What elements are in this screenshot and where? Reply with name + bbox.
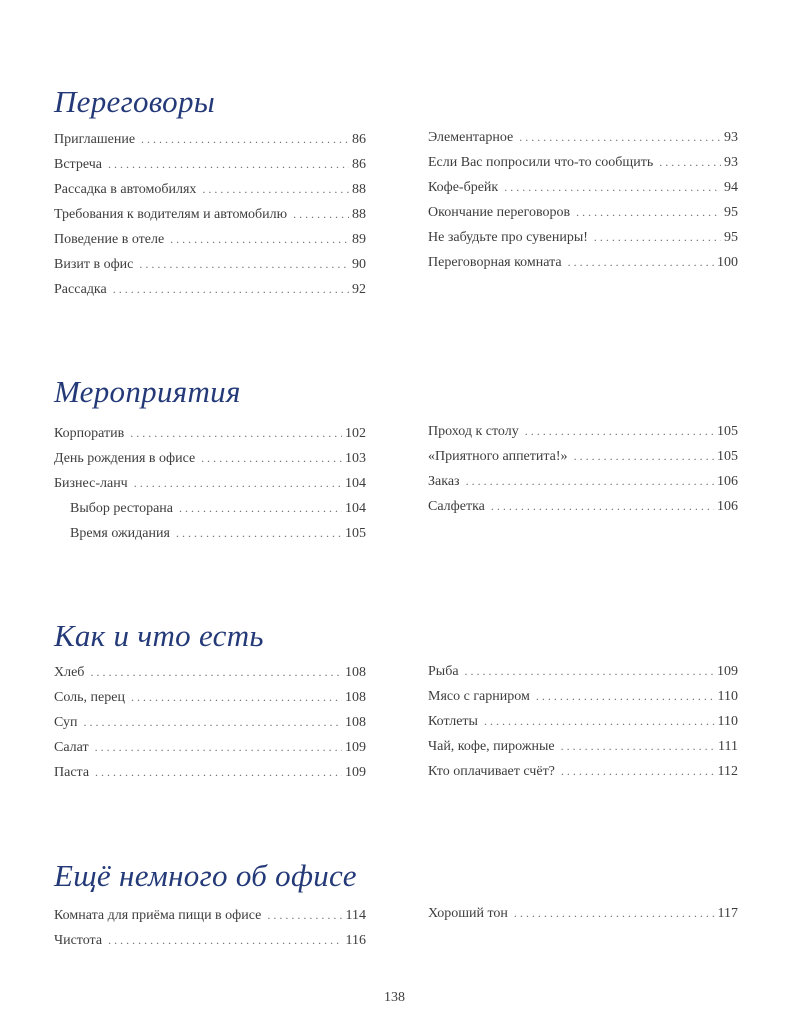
dot-leader xyxy=(504,178,721,196)
toc-entry[interactable] xyxy=(54,155,366,180)
entry-page: 114 xyxy=(345,908,366,923)
entry-page: 104 xyxy=(345,501,366,516)
dot-leader xyxy=(131,688,342,706)
entry-page: 86 xyxy=(352,157,366,172)
entry-title: Салат xyxy=(54,740,89,755)
toc-entry[interactable] xyxy=(428,687,738,712)
toc-subentry[interactable] xyxy=(54,524,366,549)
entry-page: 93 xyxy=(724,130,738,145)
toc-entry[interactable] xyxy=(428,662,738,687)
entry-page: 110 xyxy=(717,714,738,729)
toc-entry[interactable] xyxy=(54,449,366,474)
toc-column-left xyxy=(54,130,366,305)
entry-title: Мясо с гарниром xyxy=(428,689,530,704)
entry-page: 106 xyxy=(717,474,738,489)
entry-title: Паста xyxy=(54,765,90,780)
dot-leader xyxy=(176,524,342,542)
entry-title: Поведение в отеле xyxy=(54,232,165,247)
entry-page: 102 xyxy=(345,426,366,441)
entry-title: Элементарное xyxy=(428,130,514,145)
entry-title: «Приятного аппетита!» xyxy=(428,449,568,464)
entry-title: Переговорная комната xyxy=(428,255,562,270)
entry-page: 109 xyxy=(345,740,366,755)
dot-leader xyxy=(519,128,721,146)
dot-leader xyxy=(170,230,349,248)
entry-page: 108 xyxy=(345,715,366,730)
toc-entry[interactable] xyxy=(54,205,366,230)
entry-title: Корпоратив xyxy=(54,426,125,441)
toc-entry[interactable] xyxy=(54,255,366,280)
toc-entry[interactable] xyxy=(428,762,738,787)
entry-title: Время ожидания xyxy=(70,526,170,541)
entry-title: Хлеб xyxy=(54,665,85,680)
entry-page: 112 xyxy=(717,764,738,779)
entry-title: Чай, кофе, пирожные xyxy=(428,739,555,754)
toc-entry[interactable] xyxy=(428,497,738,522)
toc-entry[interactable] xyxy=(54,280,366,305)
entry-page: 90 xyxy=(352,257,366,272)
dot-leader xyxy=(139,255,349,273)
dot-leader xyxy=(95,738,342,756)
toc-column-right xyxy=(428,128,738,278)
entry-title: Рассадка в автомобилях xyxy=(54,182,197,197)
toc-column-left xyxy=(54,663,366,788)
dot-leader xyxy=(267,906,342,924)
toc-entry[interactable] xyxy=(428,712,738,737)
entry-title: Соль, перец xyxy=(54,690,125,705)
entry-page: 100 xyxy=(717,255,738,270)
dot-leader xyxy=(491,497,714,515)
entry-title: Если Вас попросили что-то сообщить xyxy=(428,155,654,170)
entry-page: 92 xyxy=(352,282,366,297)
toc-entry[interactable] xyxy=(428,737,738,762)
entry-title: Визит в офис xyxy=(54,257,134,272)
dot-leader xyxy=(466,472,714,490)
dot-leader xyxy=(113,280,349,298)
dot-leader xyxy=(83,713,342,731)
dot-leader xyxy=(568,253,714,271)
entry-page: 117 xyxy=(717,906,738,921)
dot-leader xyxy=(293,205,349,223)
section-title: Переговоры xyxy=(54,84,216,119)
toc-column-left xyxy=(54,424,366,549)
entry-title: Приглашение xyxy=(54,132,136,147)
dot-leader xyxy=(574,447,714,465)
toc-subentry[interactable] xyxy=(54,499,366,524)
dot-leader xyxy=(134,474,342,492)
entry-page: 103 xyxy=(345,451,366,466)
dot-leader xyxy=(561,737,715,755)
dot-leader xyxy=(201,449,342,467)
dot-leader xyxy=(179,499,342,517)
toc-column-right xyxy=(428,422,738,522)
toc-entry[interactable] xyxy=(54,713,366,738)
entry-title: День рождения в офисе xyxy=(54,451,196,466)
dot-leader xyxy=(659,153,721,171)
toc-entry[interactable] xyxy=(428,153,738,178)
entry-title: Рассадка xyxy=(54,282,107,297)
dot-leader xyxy=(465,662,714,680)
toc-entry[interactable] xyxy=(428,203,738,228)
entry-title: Бизнес-ланч xyxy=(54,476,128,491)
toc-entry[interactable] xyxy=(428,447,738,472)
dot-leader xyxy=(561,762,715,780)
entry-page: 108 xyxy=(345,665,366,680)
dot-leader xyxy=(108,931,342,949)
entry-page: 109 xyxy=(345,765,366,780)
entry-title: Хороший тон xyxy=(428,906,508,921)
section-title: Как и что есть xyxy=(54,618,264,653)
entry-page: 105 xyxy=(717,424,738,439)
toc-entry[interactable] xyxy=(428,128,738,153)
entry-page: 105 xyxy=(345,526,366,541)
entry-page: 88 xyxy=(352,207,366,222)
entry-page: 105 xyxy=(717,449,738,464)
toc-entry[interactable] xyxy=(54,230,366,255)
entry-page: 95 xyxy=(724,230,738,245)
entry-title: Встреча xyxy=(54,157,102,172)
toc-entry[interactable] xyxy=(428,904,738,929)
toc-entry[interactable] xyxy=(54,424,366,449)
toc-column-left xyxy=(54,906,366,956)
entry-title: Комната для приёма пищи в офисе xyxy=(54,908,262,923)
entry-page: 116 xyxy=(345,933,366,948)
toc-entry[interactable] xyxy=(428,228,738,253)
toc-entry[interactable] xyxy=(54,474,366,499)
toc-column-right xyxy=(428,904,738,929)
entry-page: 93 xyxy=(724,155,738,170)
dot-leader xyxy=(108,155,349,173)
dot-leader xyxy=(141,130,349,148)
dot-leader xyxy=(95,763,342,781)
toc-entry[interactable] xyxy=(54,738,366,763)
section-title: Ещё немного об офисе xyxy=(54,858,357,893)
entry-page: 94 xyxy=(724,180,738,195)
toc-entry[interactable] xyxy=(428,178,738,203)
entry-title: Не забудьте про сувениры! xyxy=(428,230,588,245)
toc-entry[interactable] xyxy=(428,422,738,447)
entry-title: Кофе-брейк xyxy=(428,180,499,195)
toc-column-right xyxy=(428,662,738,787)
entry-title: Проход к столу xyxy=(428,424,519,439)
entry-title: Суп xyxy=(54,715,78,730)
entry-title: Чистота xyxy=(54,933,103,948)
entry-page: 110 xyxy=(717,689,738,704)
entry-page: 108 xyxy=(345,690,366,705)
entry-page: 104 xyxy=(345,476,366,491)
entry-page: 89 xyxy=(352,232,366,247)
toc-entry[interactable] xyxy=(54,763,366,788)
entry-page: 95 xyxy=(724,205,738,220)
toc-entry[interactable] xyxy=(428,472,738,497)
dot-leader xyxy=(536,687,715,705)
dot-leader xyxy=(130,424,342,442)
toc-entry[interactable] xyxy=(54,663,366,688)
entry-title: Рыба xyxy=(428,664,459,679)
entry-title: Требования к водителям и автомобилю xyxy=(54,207,288,222)
toc-entry[interactable] xyxy=(428,253,738,278)
entry-page: 109 xyxy=(717,664,738,679)
dot-leader xyxy=(484,712,715,730)
entry-title: Окончание переговоров xyxy=(428,205,571,220)
toc-entry[interactable] xyxy=(54,906,366,931)
section-title: Мероприятия xyxy=(54,374,241,409)
entry-title: Кто оплачивает счёт? xyxy=(428,764,555,779)
toc-entry[interactable] xyxy=(54,130,366,155)
entry-title: Заказ xyxy=(428,474,460,489)
page-number: 138 xyxy=(384,990,405,1005)
dot-leader xyxy=(525,422,714,440)
entry-page: 86 xyxy=(352,132,366,147)
entry-page: 88 xyxy=(352,182,366,197)
entry-title: Салфетка xyxy=(428,499,485,514)
toc-entry[interactable] xyxy=(54,688,366,713)
dot-leader xyxy=(594,228,721,246)
dot-leader xyxy=(576,203,721,221)
dot-leader xyxy=(202,180,349,198)
entry-title: Котлеты xyxy=(428,714,478,729)
entry-page: 111 xyxy=(718,739,738,754)
entry-page: 106 xyxy=(717,499,738,514)
entry-title: Выбор ресторана xyxy=(70,501,173,516)
dot-leader xyxy=(90,663,342,681)
dot-leader xyxy=(514,904,715,922)
toc-entry[interactable] xyxy=(54,931,366,956)
toc-entry[interactable] xyxy=(54,180,366,205)
